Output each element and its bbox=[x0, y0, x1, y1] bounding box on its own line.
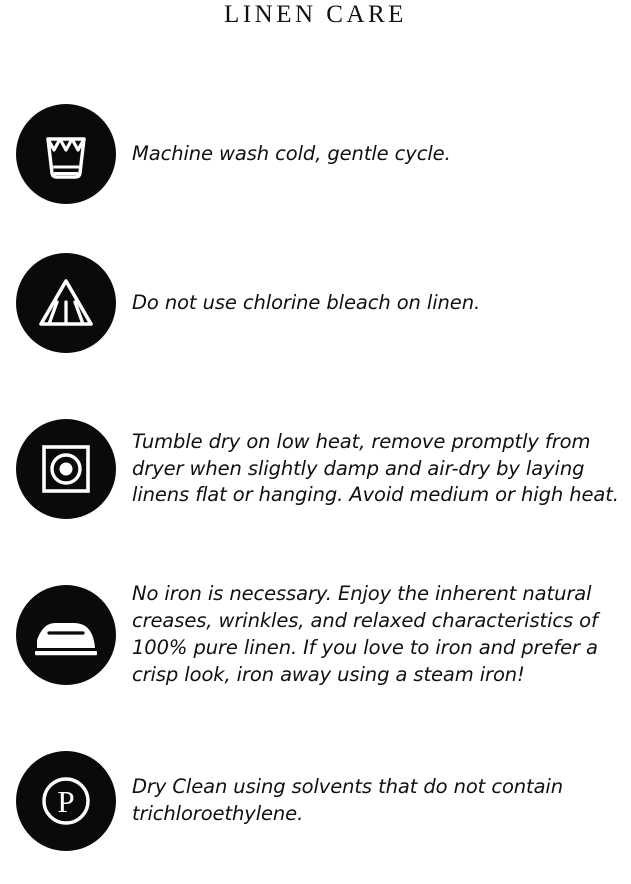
tumble-dry-low-icon bbox=[16, 419, 116, 519]
care-instruction-text: Do not use chlorine bleach on linen. bbox=[132, 290, 481, 314]
icon-cell bbox=[0, 751, 132, 851]
list-item bbox=[0, 552, 631, 718]
care-instruction-text: Dry Clean using solvents that do not contain trichloroethylene. bbox=[132, 775, 564, 825]
svg-text:P: P bbox=[57, 784, 75, 819]
care-instruction-text: Tumble dry on low heat, remove promptly from dryer when slightly damp and air-dry by laying linens flat or hanging. Avoid medium or high heat. bbox=[132, 429, 619, 507]
text-cell bbox=[132, 141, 631, 168]
icon-cell bbox=[0, 104, 132, 204]
text-cell bbox=[132, 290, 631, 317]
icon-cell bbox=[0, 419, 132, 519]
dry-clean-p-icon bbox=[16, 751, 116, 851]
text-cell bbox=[132, 581, 631, 689]
icon-cell bbox=[0, 585, 132, 685]
list-item bbox=[0, 220, 631, 386]
page-title: LINEN CARE bbox=[224, 1, 407, 28]
wash-tub-icon bbox=[16, 104, 116, 204]
iron-icon bbox=[16, 585, 116, 685]
text-cell bbox=[132, 429, 631, 510]
list-item bbox=[0, 88, 631, 220]
care-instruction-text: Machine wash cold, gentle cycle. bbox=[132, 141, 451, 165]
icon-cell bbox=[0, 253, 132, 353]
text-cell bbox=[132, 774, 631, 828]
no-bleach-triangle-icon bbox=[16, 253, 116, 353]
list-item bbox=[0, 718, 631, 884]
list-item bbox=[0, 386, 631, 552]
care-instruction-list bbox=[0, 88, 631, 884]
care-instruction-text: No iron is necessary. Enjoy the inherent natural creases, wrinkles, and relaxed characteristics of 100% pure linen. If you love to iron and prefer a crisp look, iron away using a steam iron! bbox=[132, 582, 598, 686]
